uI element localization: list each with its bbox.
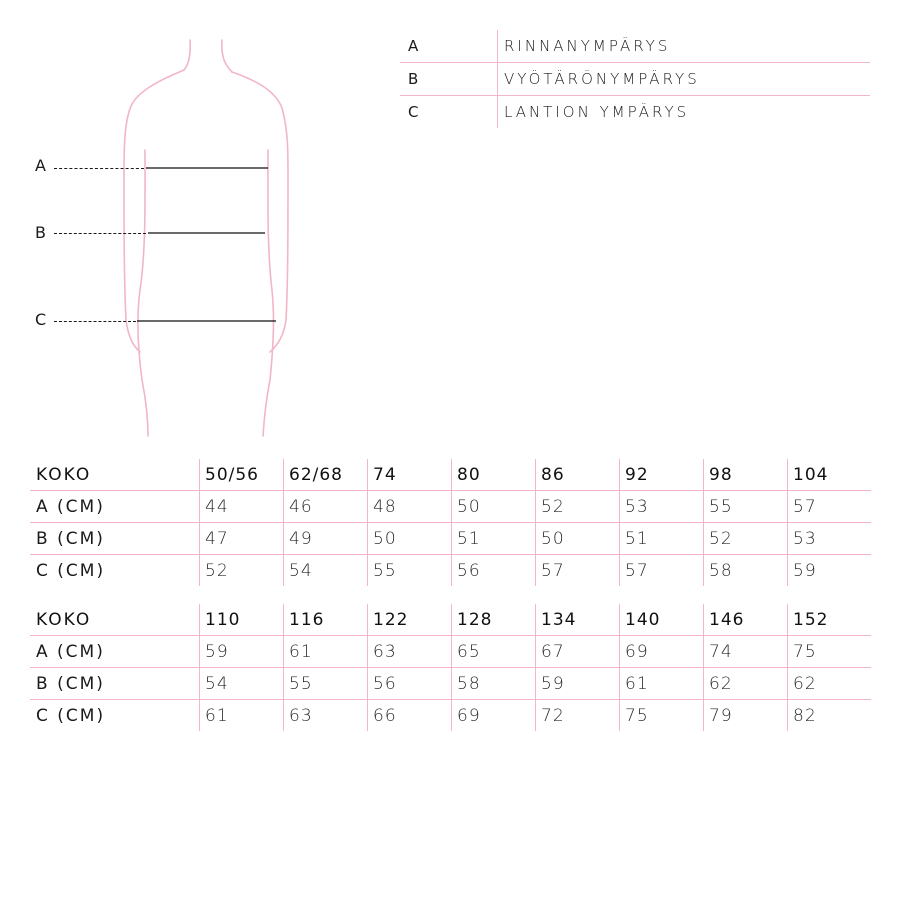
value-cell: 82: [788, 700, 872, 732]
table-header-row: [30, 459, 871, 491]
value-cell: 63: [368, 636, 452, 668]
legend-letter: A: [408, 37, 420, 55]
value-cell: 57: [536, 555, 620, 587]
value-cell: 52: [704, 523, 788, 555]
label-a: A: [35, 156, 47, 175]
table-header-row: [30, 604, 871, 636]
row-label: C (CM): [36, 705, 106, 726]
value-cell: 56: [452, 555, 536, 587]
value-cell: 58: [452, 668, 536, 700]
value-cell: 55: [284, 668, 368, 700]
size-cell: 128: [452, 604, 536, 636]
legend-divider: [497, 63, 498, 95]
value-cell: 50: [452, 491, 536, 523]
label-c: C: [35, 310, 48, 329]
body-measurement-figure: [0, 0, 320, 440]
legend-text: LANTION YMPÄRYS: [504, 103, 690, 121]
value-cell: 48: [368, 491, 452, 523]
value-cell: 50: [368, 523, 452, 555]
size-cell: 80: [452, 459, 536, 491]
size-cell: 122: [368, 604, 452, 636]
value-cell: 57: [620, 555, 704, 587]
table-row: [30, 491, 871, 523]
row-label: B (CM): [30, 668, 200, 700]
value-cell: 49: [284, 523, 368, 555]
dash-a: [54, 168, 144, 169]
value-cell: 52: [536, 491, 620, 523]
value-cell: 75: [620, 700, 704, 732]
legend-row-c: [400, 96, 870, 128]
value-cell: 44: [200, 491, 284, 523]
value-cell: 74: [704, 636, 788, 668]
value-cell: 61: [200, 700, 284, 732]
value-cell: 69: [620, 636, 704, 668]
size-cell: 98: [704, 459, 788, 491]
value-cell: 61: [620, 668, 704, 700]
label-b: B: [35, 223, 47, 242]
value-cell: 62: [704, 668, 788, 700]
value-cell: 55: [704, 491, 788, 523]
size-table-1: [30, 459, 870, 586]
value-cell: 67: [536, 636, 620, 668]
dash-b: [54, 233, 146, 234]
size-table-2: [30, 604, 870, 731]
size-cell: 134: [536, 604, 620, 636]
legend-letter: C: [408, 103, 420, 121]
size-cell: 146: [704, 604, 788, 636]
table-row: [30, 700, 871, 732]
size-cell: 140: [620, 604, 704, 636]
value-cell: 47: [200, 523, 284, 555]
legend-text: RINNANYMPÄRYS: [504, 37, 671, 55]
value-cell: 54: [284, 555, 368, 587]
value-cell: 61: [284, 636, 368, 668]
value-cell: 51: [620, 523, 704, 555]
size-cell: 104: [788, 459, 872, 491]
size-cell: 86: [536, 459, 620, 491]
value-cell: 51: [452, 523, 536, 555]
table-row: [30, 636, 871, 668]
value-cell: 50: [536, 523, 620, 555]
value-cell: 46: [284, 491, 368, 523]
value-cell: 69: [452, 700, 536, 732]
measurement-legend: [400, 30, 870, 128]
legend-divider: [497, 96, 498, 128]
legend-text: VYÖTÄRÖNYMPÄRYS: [504, 70, 700, 88]
size-cell: 152: [788, 604, 872, 636]
legend-row-b: [400, 63, 870, 96]
legend-row-a: [400, 30, 870, 63]
legend-divider: [497, 30, 498, 62]
value-cell: 54: [200, 668, 284, 700]
dash-c: [54, 321, 136, 322]
body-outline-icon: [0, 0, 320, 440]
value-cell: 62: [788, 668, 872, 700]
size-cell: 110: [200, 604, 284, 636]
value-cell: 52: [200, 555, 284, 587]
value-cell: 66: [368, 700, 452, 732]
row-label: A (CM): [30, 491, 200, 523]
size-cell: 62/68: [284, 459, 368, 491]
size-cell: 92: [620, 459, 704, 491]
legend-letter: B: [408, 70, 420, 88]
value-cell: 56: [368, 668, 452, 700]
value-cell: 55: [368, 555, 452, 587]
value-cell: 63: [284, 700, 368, 732]
table-row: [30, 555, 871, 587]
value-cell: 59: [200, 636, 284, 668]
row-label: B (CM): [30, 523, 200, 555]
value-cell: 79: [704, 700, 788, 732]
table-row: [30, 523, 871, 555]
value-cell: 75: [788, 636, 872, 668]
size-cell: 116: [284, 604, 368, 636]
value-cell: 72: [536, 700, 620, 732]
value-cell: 59: [788, 555, 872, 587]
size-cell: 74: [368, 459, 452, 491]
row-label: KOKO: [30, 459, 200, 491]
size-cell: 50/56: [200, 459, 284, 491]
value-cell: 53: [788, 523, 872, 555]
value-cell: 57: [788, 491, 872, 523]
value-cell: 53: [620, 491, 704, 523]
value-cell: 59: [536, 668, 620, 700]
table-row: [30, 668, 871, 700]
row-label: A (CM): [30, 636, 200, 668]
row-label: C (CM): [36, 560, 106, 581]
row-label: KOKO: [30, 604, 200, 636]
value-cell: 65: [452, 636, 536, 668]
value-cell: 58: [704, 555, 788, 587]
